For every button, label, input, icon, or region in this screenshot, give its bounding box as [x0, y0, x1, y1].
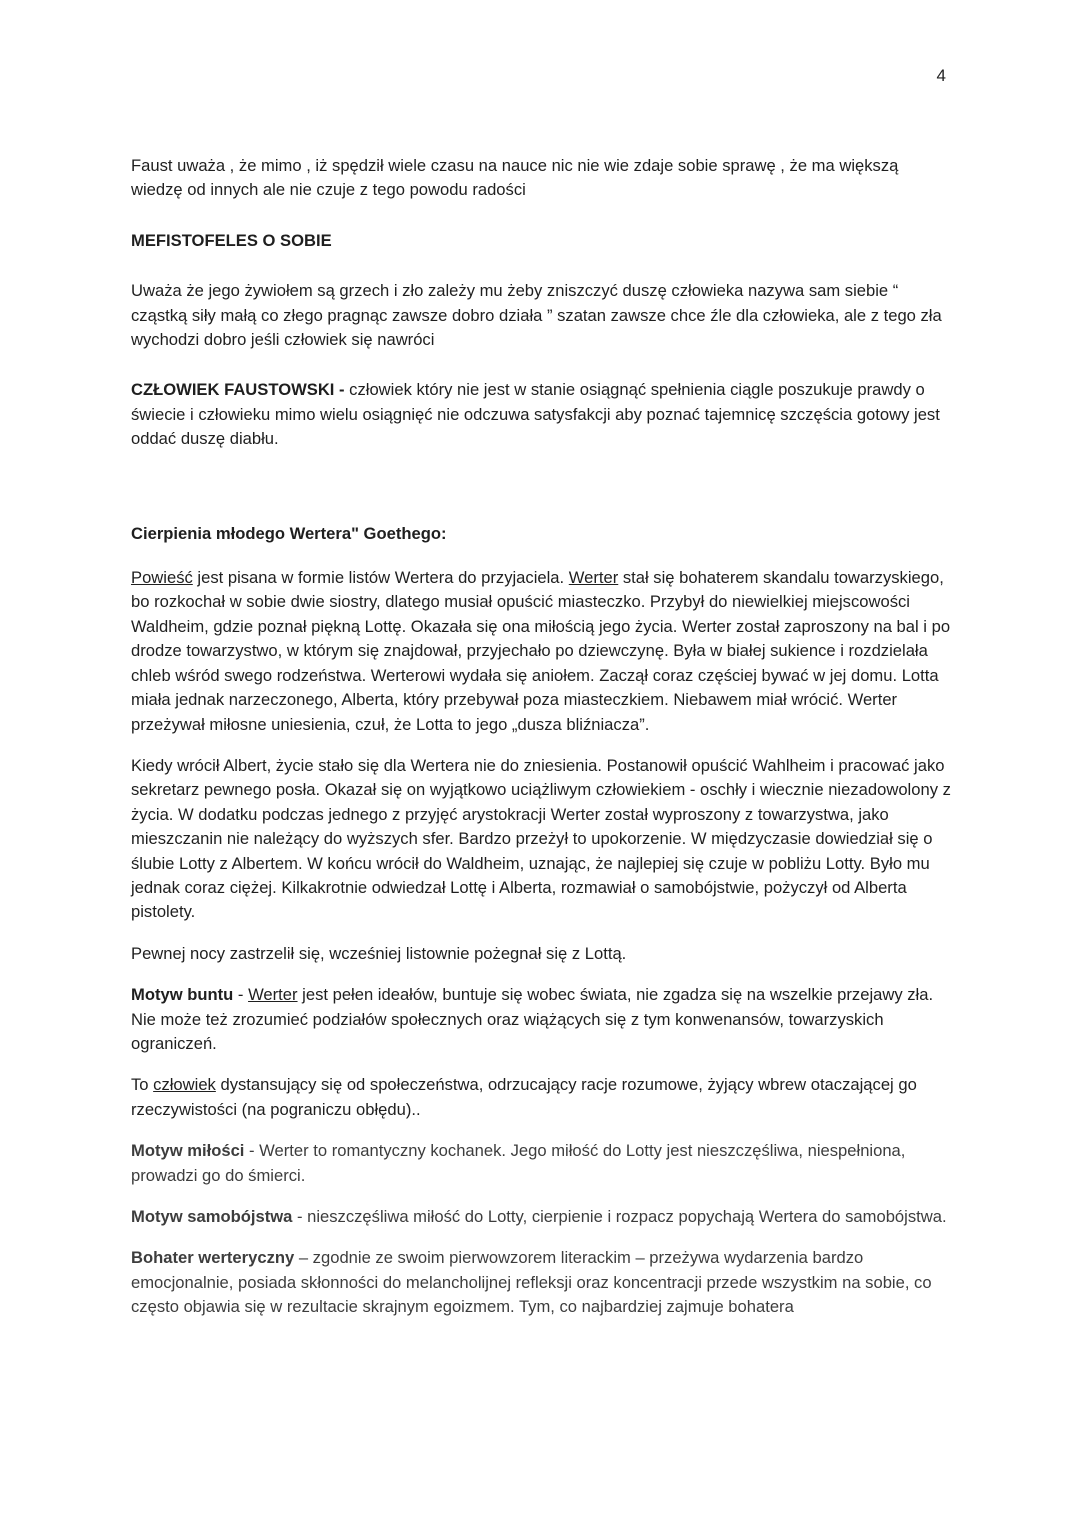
czlowiek-text-b: dystansujący się od społeczeństwa, odrzucający racje rozumowe, żyjący wbrew otaczającej go rzeczywistości (na pograniczu obłędu).. — [131, 1075, 917, 1119]
link-czlowiek[interactable]: człowiek — [153, 1075, 216, 1095]
werter-paragraph-3: Pewnej nocy zastrzelił się, wcześniej listownie pożegnał się z Lottą. — [131, 943, 627, 963]
motyw-milosci-text: - Werter to romantyczny kochanek. Jego miłość do Lotty jest nieszczęśliwa, niespełniona, prowadzi go do śmierci. — [131, 1141, 906, 1185]
motyw-buntu-text: jest pełen ideałów, buntuje się wobec świata, nie zgadza się na wszelkie przejawy zła. Nie może też zrozumieć podziałów społecznych oraz wiążących się z tym konwenansów, towarzyskich ograniczeń. — [131, 985, 934, 1053]
mefisto-paragraph: Uważa że jego żywiołem są grzech i zło zależy mu żeby zniszczyć duszę człowieka nazywa sam siebie “ cząstką siły małą co złego pragnąc zawsze dobro działa ” szatan zawsze chce źle dla człowieka, ale z tego zła wychodzi dobro jeśli człowiek się nawróci — [131, 281, 942, 350]
motyw-buntu-paragraph — [131, 983, 951, 1056]
faustowski-text: człowiek który nie jest w stanie osiągnąć spełnienia ciągle poszukuje prawdy o świecie i człowieku mimo wielu osiągnięć nie odczuwa satysfakcji aby poznać tajemnicę szczęścia gotowy jest oddać duszę diabłu. — [131, 380, 940, 449]
werter-p1-text-a: jest pisana w formie listów Wertera do przyjaciela. — [192, 568, 569, 588]
czlowiek-paragraph — [131, 1073, 951, 1122]
bohater-werteryczny-term: Bohater werteryczny — [131, 1248, 295, 1268]
motyw-buntu-sep: - — [233, 985, 249, 1005]
intro-paragraph: Faust uważa , że mimo , iż spędził wiele czasu na nauce nic nie wie zdaje sobie sprawę , że ma większą wiedzę od innych ale nie czuje z tego powodu radości — [131, 156, 899, 200]
link-werter-2[interactable]: Werter — [248, 985, 298, 1005]
page-number: 4 — [936, 66, 946, 85]
link-powiesc[interactable]: Powieść — [131, 568, 193, 588]
faustowski-term: CZŁOWIEK FAUSTOWSKI - — [131, 380, 345, 400]
document-body — [131, 154, 951, 1337]
werter-paragraph-1 — [131, 566, 951, 737]
werter-paragraph-2: Kiedy wrócił Albert, życie stało się dla Wertera nie do zniesienia. Postanowił opuścić Wahlheim i pracować jako sekretarz pewnego posła. Okazał się on wyjątkowo uciążliwym człowiekiem - oschły i wiecznie niezadowolony z życia. W dodatku podczas jednego z przyjęć arystokracji Werter został wyproszony z towarzystwa, jako mieszczanin nie należący do wyższych sfer. Bardzo przeżył to upokorzenie. W międzyczasie dowiedział się o ślubie Lotty z Albertem. W końcu wrócił do Waldheim, uznając, że najlepiej się czuje w pobliżu Lotty. Było mu jednak coraz ciężej. Kilkakrotnie odwiedzał Lottę i Alberta, rozmawiał o samobójstwie, pożyczył od Alberta pistolety. — [131, 755, 951, 922]
czlowiek-text-a: To — [131, 1075, 154, 1095]
bohater-werteryczny-paragraph — [131, 1246, 951, 1319]
motyw-samobojstwa-paragraph — [131, 1205, 951, 1229]
motyw-samobojstwa-text: - nieszczęśliwa miłość do Lotty, cierpienie i rozpacz popychają Wertera do samobójstwa. — [292, 1207, 947, 1226]
motyw-buntu-term: Motyw buntu — [131, 985, 234, 1005]
link-werter[interactable]: Werter — [568, 568, 619, 588]
mefisto-heading: MEFISTOFELES O SOBIE — [131, 230, 332, 250]
bohater-werteryczny-text: – zgodnie ze swoim pierwowzorem literackim – przeżywa wydarzenia bardzo emocjonalnie, posiada skłonności do melancholijnej refleksji oraz koncentracji przede wszystkim na sobie, co często objawia się w rezultacie skrajnym egoizmem. Tym, co najbardziej zajmuje bohatera — [131, 1248, 932, 1317]
motyw-samobojstwa-term: Motyw samobójstwa — [131, 1207, 293, 1226]
werter-heading: Cierpienia młodego Wertera" Goethego: — [131, 523, 447, 543]
motyw-milosci-paragraph — [131, 1139, 951, 1188]
werter-p1-text-b: stał się bohaterem skandalu towarzyskiego, bo rozkochał w sobie dwie siostry, dlatego musiał opuścić miasteczko. Przybył do niewielkiej miejscowości Waldheim, gdzie poznał piękną Lottę. Okazała się ona miłością jego życia. Werter został zaproszony na bal i po drodze towarzystwo, w którym się znajdował, przyjechało po dziewczynę. Była w białej sukience i rozdzielała chleb wśród swego rodzeństwa. Werterowi wydała się aniołem. Zaczął coraz częściej bywać w jej domu. Lotta miała jednak narzeczonego, Alberta, który przebywał poza miasteczkiem. Niebawem miał wrócić. Werter przeżywał miłosne uniesienia, czuł, że Lotta to jego „dusza bliźniacza”. — [131, 568, 951, 734]
faustowski-paragraph — [131, 378, 951, 451]
motyw-milosci-term: Motyw miłości — [131, 1141, 245, 1161]
